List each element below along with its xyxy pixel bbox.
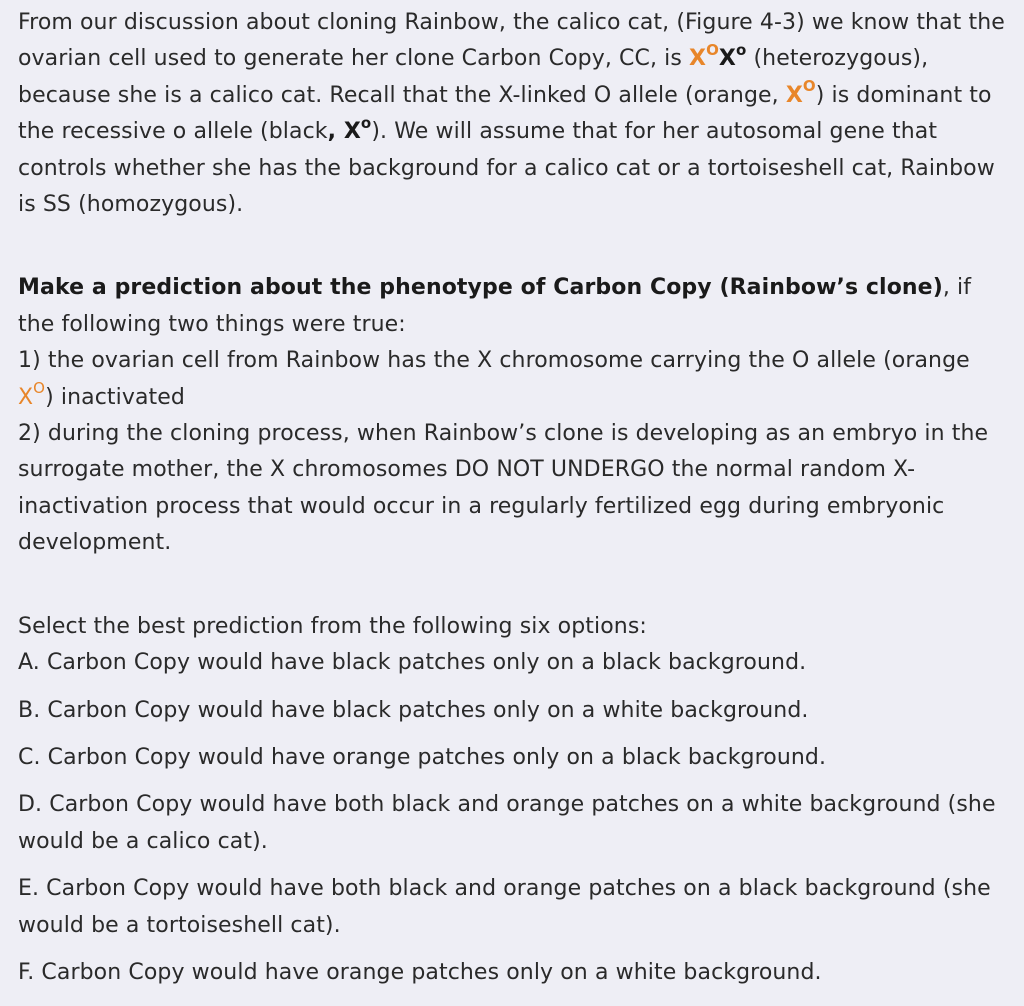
question-heading: Make a prediction about the phenotype of Carbon Copy (Rainbow’s clone) [18, 275, 943, 301]
genotype-black-allele: $X^o$ [718, 41, 747, 72]
condition-1-text: 1) the ovarian cell from Rainbow has the X chromosome carrying the O allele (orange [18, 348, 970, 374]
options-intro: Select the best prediction from the following six options: [18, 613, 647, 639]
question-heading-comma: , [942, 275, 950, 301]
genotype-orange-allele: $X^O$ [689, 41, 719, 72]
intro-text-2: (heterozygous), because she is a calico cat. Recall that the X-linked O allele (orange, [18, 46, 929, 108]
question-paragraph [18, 270, 1008, 561]
black-allele-symbol: , $X^o$ [327, 113, 372, 145]
intro-text-3: ) is dominant to the recessive o allele (black [18, 82, 992, 145]
option-d[interactable]: D. Carbon Copy would have both black and orange patches on a white background (she would be a calico cat). [18, 792, 996, 854]
option-e[interactable]: E. Carbon Copy would have both black and orange patches on a black background (she would be a tortoiseshell cat). [18, 876, 991, 938]
intro-text-1: From our discussion about cloning Rainbow, the calico cat, (Figure 4-3) we know that the ovarian cell used to generate her clone Carbon Copy, CC, is [18, 10, 1005, 72]
intro-paragraph [18, 5, 1008, 223]
question-line: if the following two things were true: [18, 275, 972, 337]
condition-1-allele: $X^O$ [18, 379, 46, 410]
orange-allele-symbol: $X^O$ [785, 77, 816, 108]
options-section [18, 609, 1008, 992]
option-f[interactable]: F. Carbon Copy would have orange patches only on a white background. [18, 959, 822, 985]
option-b[interactable]: B. Carbon Copy would have black patches only on a white background. [18, 697, 809, 723]
condition-2-text: 2) during the cloning process, when Rainbow’s clone is developing as an embryo in the surrogate mother, the X chromosomes DO NOT UNDERGO the normal random X-inactivation process that would occur in a regularly fertilized egg during embryonic development. [18, 421, 989, 556]
intro-text-4: ). We will assume that for her autosomal gene that controls whether she has the background for a calico cat or a tortoiseshell cat, Rainbow is SS (homozygous). [18, 119, 995, 218]
option-c[interactable]: C. Carbon Copy would have orange patches only on a black background. [18, 744, 827, 770]
option-a[interactable]: A. Carbon Copy would have black patches only on a black background. [18, 650, 807, 676]
condition-1-tail: ) inactivated [45, 384, 185, 410]
